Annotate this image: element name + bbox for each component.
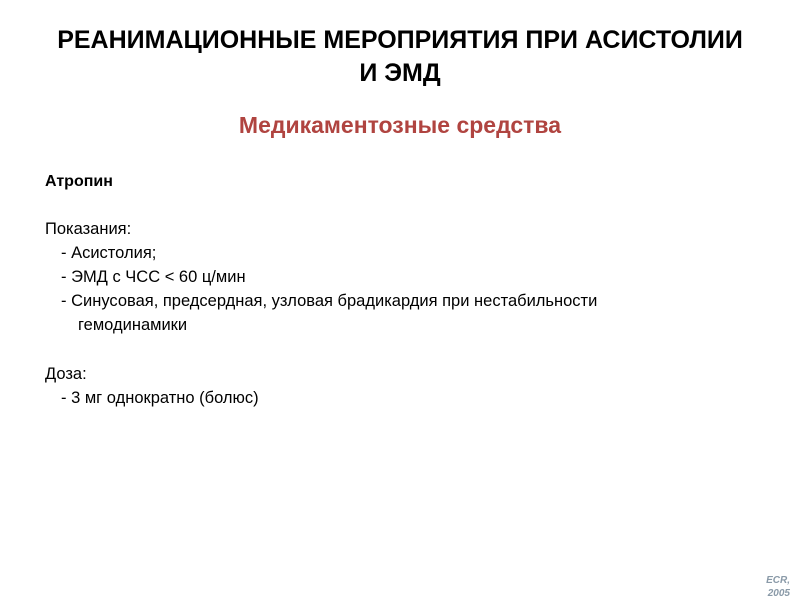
slide-title-line-2: И ЭМД: [359, 59, 441, 87]
slide-subtitle: Медикаментозные средства: [238, 112, 562, 138]
indication-item-bradycardia: [45, 289, 597, 337]
slide-title-line-1: РЕАНИМАЦИОННЫЕ МЕРОПРИЯТИЯ ПРИ АСИСТОЛИИ: [57, 26, 743, 54]
source-citation-line-1: ECR,: [766, 575, 790, 586]
indication-item-emd: - ЭМД с ЧСС < 60 ц/мин: [61, 268, 246, 286]
dose-item: - 3 мг однократно (болюс): [61, 389, 259, 407]
dose-heading: Доза:: [45, 365, 87, 383]
indication-item-asystole: - Асистолия;: [61, 244, 157, 262]
drug-name: Атропин: [45, 173, 113, 190]
source-citation: [730, 574, 790, 600]
slide-title: [20, 24, 780, 90]
source-citation-line-2: 2005: [767, 588, 790, 599]
indication-item-bradycardia-text: - Синусовая, предсердная, узловая брадикардия при нестабильности: [61, 292, 598, 310]
dose-section: [45, 362, 259, 410]
indication-item-bradycardia-continuation: гемодинамики: [78, 316, 188, 334]
indications-heading: Показания:: [45, 220, 132, 238]
indications-section: [45, 217, 597, 337]
